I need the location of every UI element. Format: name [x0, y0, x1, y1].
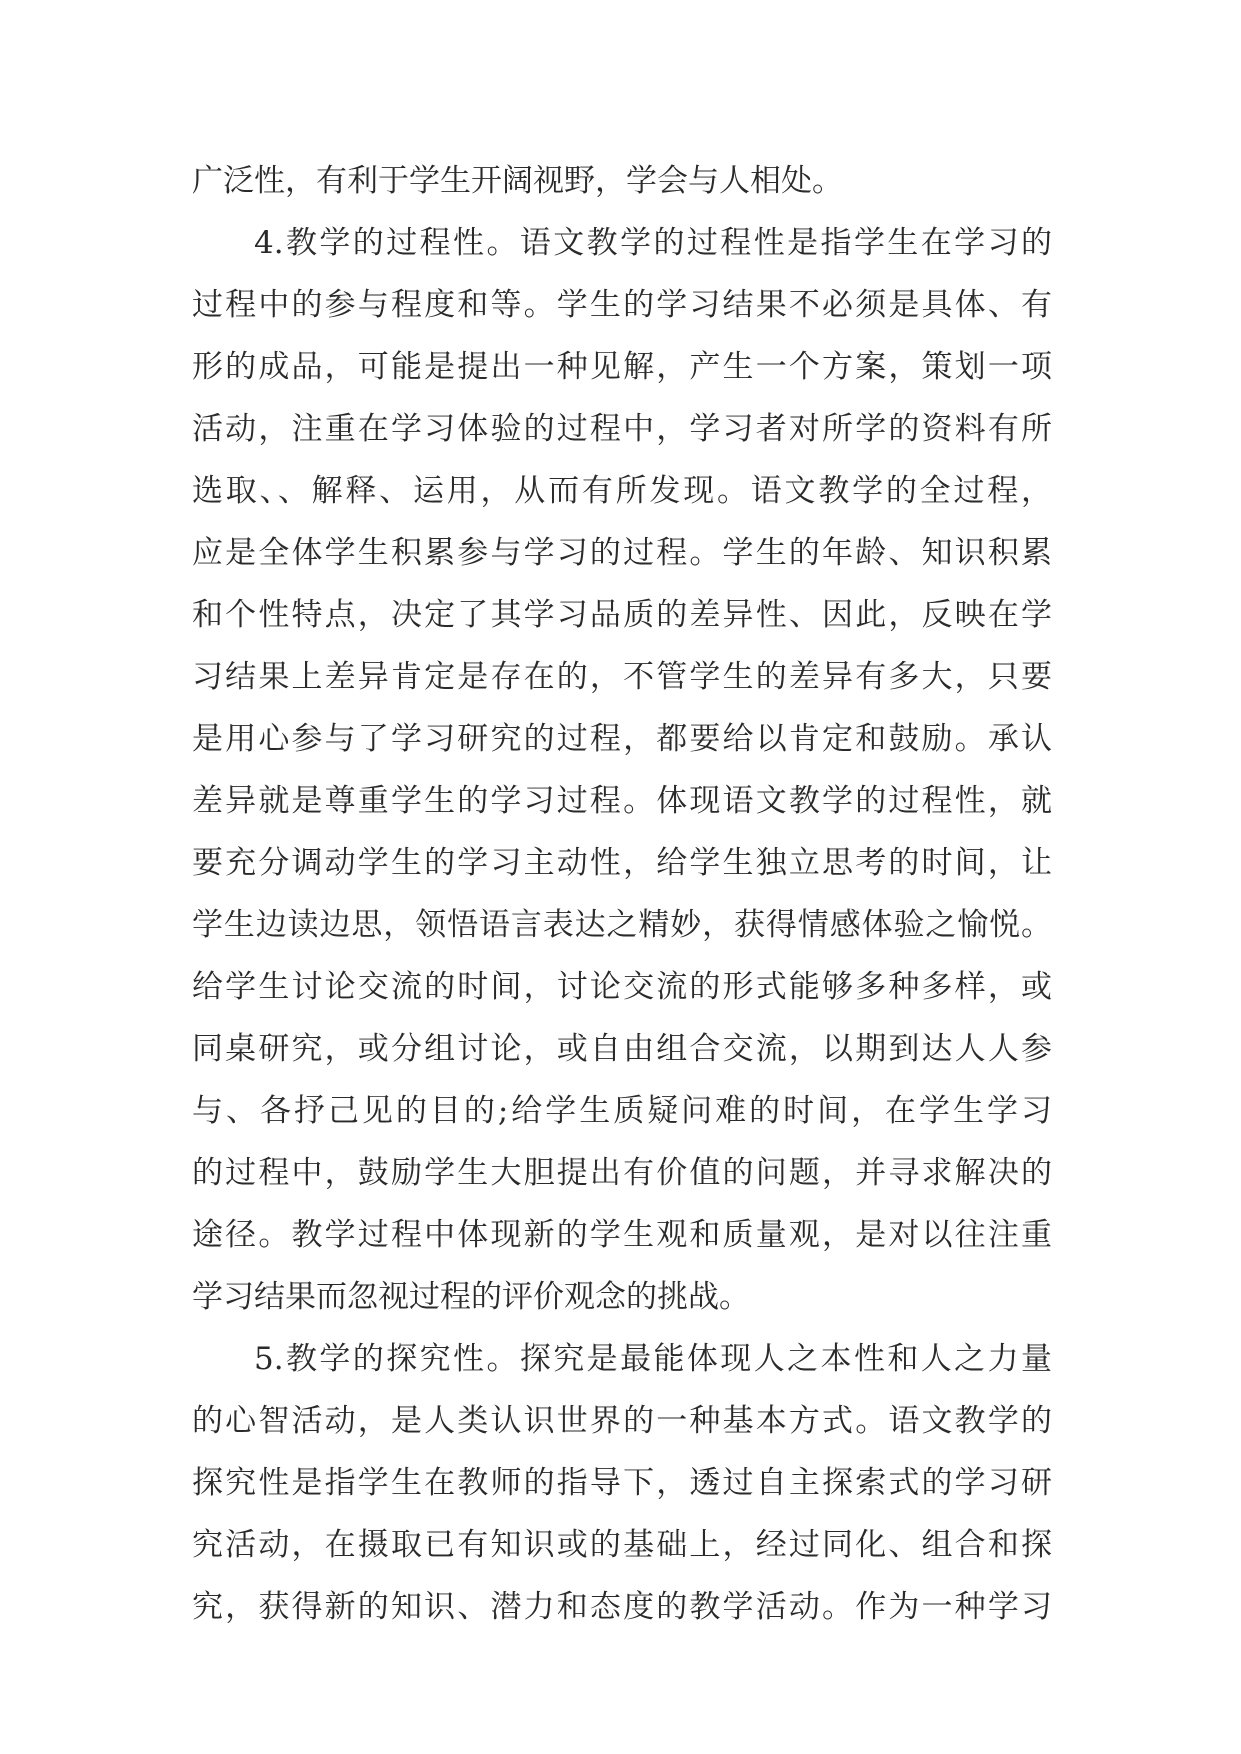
text-line: 差异就是尊重学生的学习过程。体现语文教学的过程性，就	[192, 783, 1052, 819]
text-line: 选取、、解释、运用，从而有所发现。语文教学的全过程，	[192, 473, 1052, 509]
paragraph-heading-line: 4.教学的过程性。语文教学的过程性是指学生在学习的	[254, 225, 1052, 261]
text-line: 和个性特点，决定了其学习品质的差异性、因此，反映在学	[192, 597, 1052, 633]
text-line: 给学生讨论交流的时间，讨论交流的形式能够多种多样，或	[192, 969, 1052, 1005]
text-line: 途径。教学过程中体现新的学生观和质量观，是对以往注重	[192, 1217, 1052, 1253]
text-line: 同桌研究，或分组讨论，或自由组合交流，以期到达人人参	[192, 1031, 1052, 1067]
text-line: 习结果上差异肯定是存在的，不管学生的差异有多大，只要	[192, 659, 1052, 695]
body-text	[192, 150, 1052, 1638]
text-line: 究，获得新的知识、潜力和态度的教学活动。作为一种学习	[192, 1589, 1052, 1625]
text-line: 究活动，在摄取已有知识或的基础上，经过同化、组合和探	[192, 1527, 1052, 1563]
text-line: 是用心参与了学习研究的过程，都要给以肯定和鼓励。承认	[192, 721, 1052, 757]
text-line: 要充分调动学生的学习主动性，给学生独立思考的时间，让	[192, 845, 1052, 881]
text-line: 广泛性，有利于学生开阔视野，学会与人相处。	[192, 163, 843, 199]
text-line: 学习结果而忽视过程的评价观念的挑战。	[192, 1279, 750, 1315]
text-line: 的过程中，鼓励学生大胆提出有价值的问题，并寻求解决的	[192, 1155, 1052, 1191]
text-line: 形的成品，可能是提出一种见解，产生一个方案，策划一项	[192, 349, 1052, 385]
text-line: 学生边读边思，领悟语言表达之精妙，获得情感体验之愉悦。	[192, 907, 1052, 943]
text-line: 应是全体学生积累参与学习的过程。学生的年龄、知识积累	[192, 535, 1052, 571]
text-line: 的心智活动，是人类认识世界的一种基本方式。语文教学的	[192, 1403, 1052, 1439]
paragraph-heading-line: 5.教学的探究性。探究是最能体现人之本性和人之力量	[254, 1341, 1052, 1377]
text-line: 探究性是指学生在教师的指导下，透过自主探索式的学习研	[192, 1465, 1052, 1501]
text-line: 过程中的参与程度和等。学生的学习结果不必须是具体、有	[192, 287, 1052, 323]
text-line: 与、各抒己见的目的;给学生质疑问难的时间，在学生学习	[192, 1093, 1052, 1129]
text-line: 活动，注重在学习体验的过程中，学习者对所学的资料有所	[192, 411, 1052, 447]
